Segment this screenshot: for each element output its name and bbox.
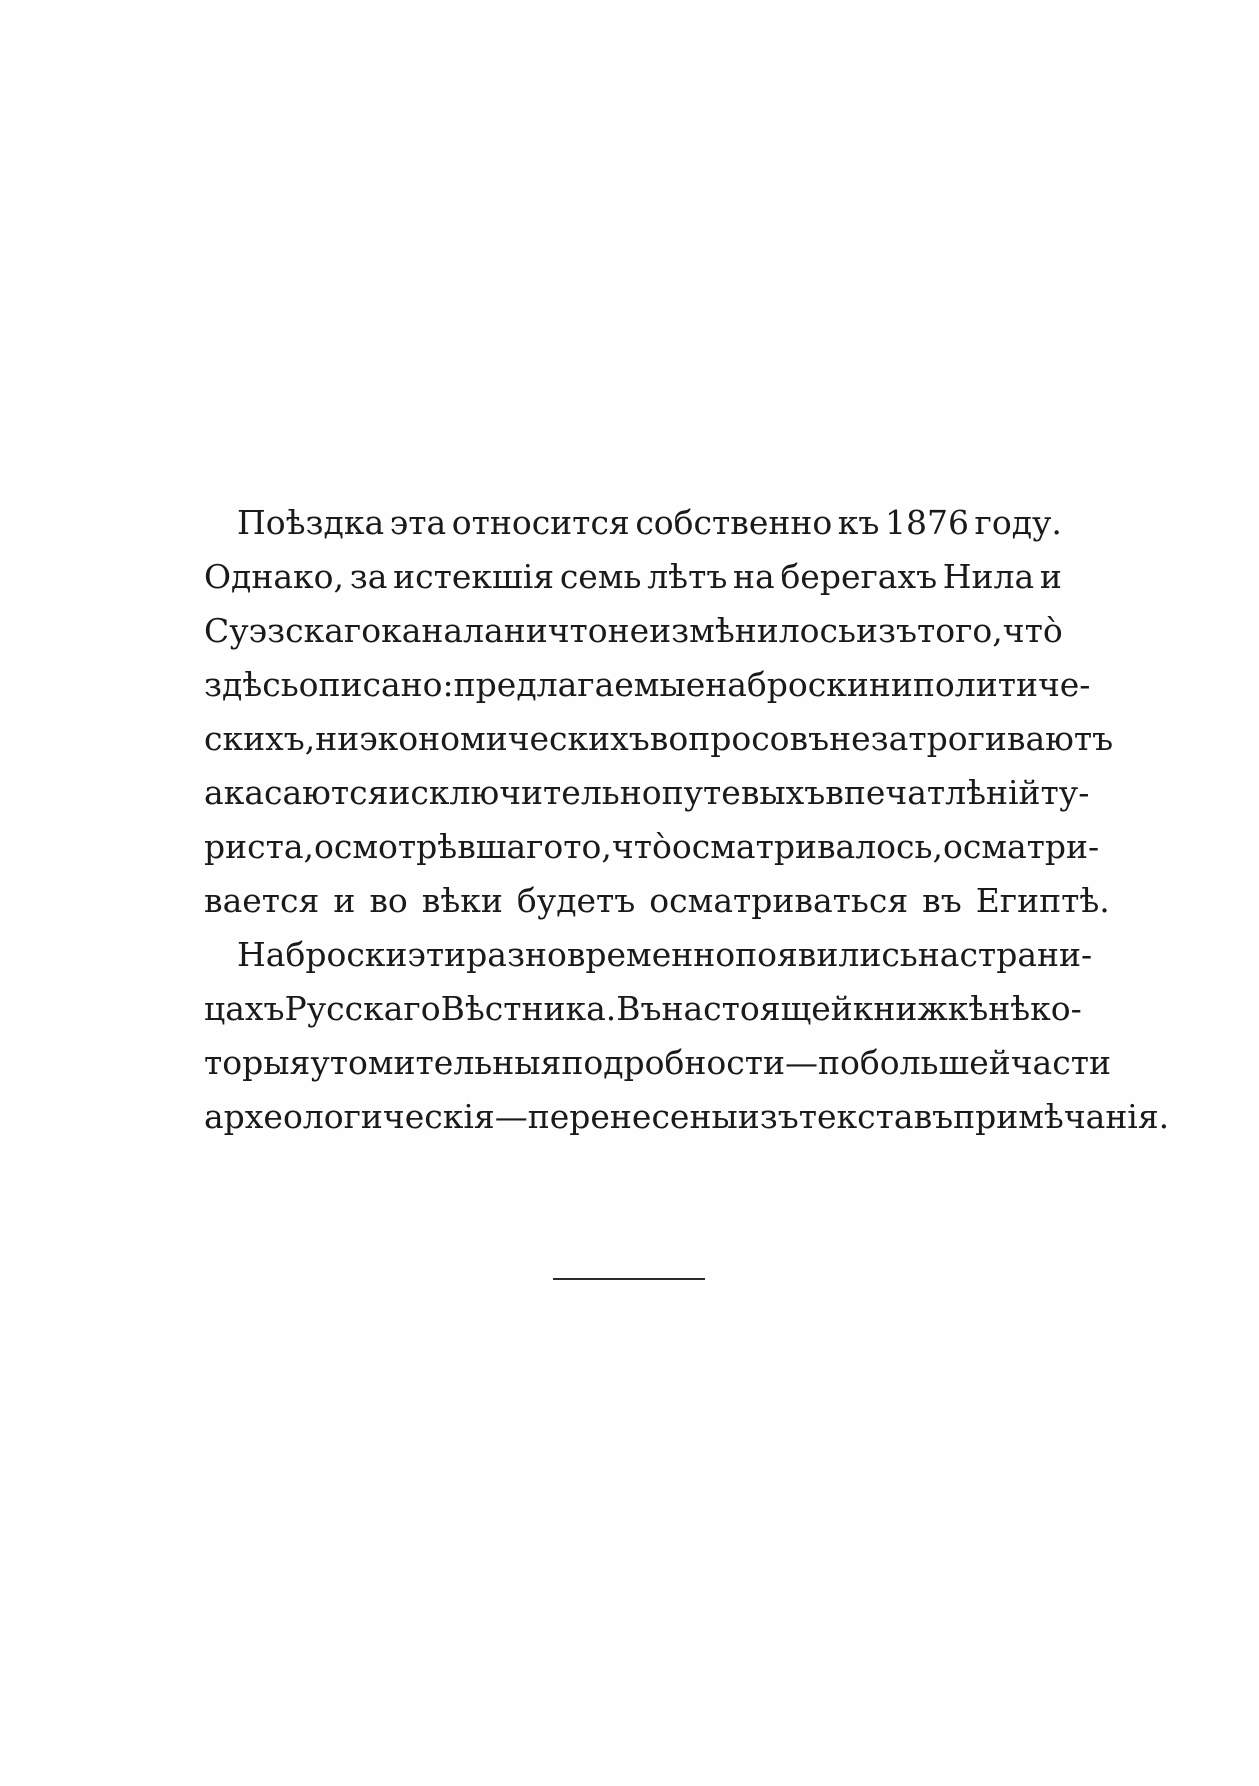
word: вѣки [421,881,503,920]
text-line [204,550,1062,604]
text-line [204,874,1110,928]
word: осматривалось, [671,827,943,866]
word: во [369,881,408,920]
word: Поѣздка [237,503,385,542]
word: исключительно [388,773,662,812]
word: что̀ [611,827,672,866]
text-line [204,496,1062,550]
word: къ [837,503,880,542]
word: вается [204,881,320,920]
word: наброски [705,665,869,704]
word: Нила [942,557,1035,596]
section-divider-rule [553,1278,705,1280]
word: экономическихъ [359,719,650,758]
word: описано: [298,665,454,704]
word: осмотрѣвшаго [314,827,564,866]
word: риста, [204,827,315,866]
word: ничто [503,611,608,650]
word: политиче- [912,665,1091,704]
word: того, [917,611,1003,650]
text-line [204,658,1091,712]
word: относится [451,503,630,542]
word: истекшія [393,557,555,596]
text-line [204,766,1090,820]
word: страни- [959,935,1093,974]
word: появились [735,935,918,974]
word: въ [913,1097,954,1136]
word: затрогиваютъ [870,719,1114,758]
text-line [204,712,1114,766]
word: путевыхъ [661,773,826,812]
word: въ [922,881,962,920]
word: эти [407,935,467,974]
word: собственно [635,503,833,542]
word: Въ [616,989,662,1028]
word: настоящей [661,989,853,1028]
word: Наброски [237,935,408,974]
word: на [917,935,960,974]
word: и [333,881,356,920]
word: разновременно [466,935,736,974]
word: осматри- [942,827,1100,866]
word: году. [974,503,1062,542]
word: археологическія—перенесены [204,1097,738,1136]
word: примѣчанія. [953,1097,1170,1136]
text-line [204,982,1082,1036]
word: предлагаемые [453,665,706,704]
word: осматриваться [649,881,909,920]
text-line [204,928,1093,982]
word: то, [563,827,612,866]
word: что̀ [1002,611,1063,650]
word: скихъ, [204,719,316,758]
word: измѣнилось [649,611,857,650]
word: не [829,719,871,758]
preface-text [204,496,1170,1144]
word: изъ [737,1097,799,1136]
word: изъ [856,611,918,650]
word: впечатлѣній [825,773,1041,812]
word: Египтѣ. [975,881,1110,920]
word: утомительныя [310,1043,562,1082]
word: вопросовъ [649,719,830,758]
word: подробности [561,1043,785,1082]
word: 1876 [884,503,969,542]
text-line [204,1090,1170,1144]
word: эта [389,503,447,542]
word: Однако, [204,557,345,596]
word: не [607,611,650,650]
word: нѣко- [988,989,1082,1028]
word: за [349,557,388,596]
word: берегахъ [780,557,938,596]
word: канала [381,611,504,650]
word: большей [859,1043,1011,1082]
word: на [733,557,775,596]
word: семь [559,557,642,596]
word: ни [868,665,913,704]
word: будетъ [516,881,636,920]
word: Русскаго [284,989,441,1028]
word: Суэзскаго [204,611,382,650]
word: и [1039,557,1062,596]
word: касаются [223,773,389,812]
word: ни [315,719,360,758]
word: — [784,1043,818,1082]
word: цахъ [204,989,285,1028]
word: торыя [204,1043,311,1082]
word: здѣсь [204,665,299,704]
word: лѣтъ [647,557,728,596]
word: ту- [1040,773,1090,812]
text-line [204,820,1100,874]
word: а [204,773,224,812]
word: части [1010,1043,1111,1082]
word: текста [798,1097,914,1136]
word: книжкѣ [852,989,989,1028]
word: Вѣстника. [440,989,617,1028]
word: по [817,1043,860,1082]
text-line [204,1036,1111,1090]
text-line [204,604,1062,658]
